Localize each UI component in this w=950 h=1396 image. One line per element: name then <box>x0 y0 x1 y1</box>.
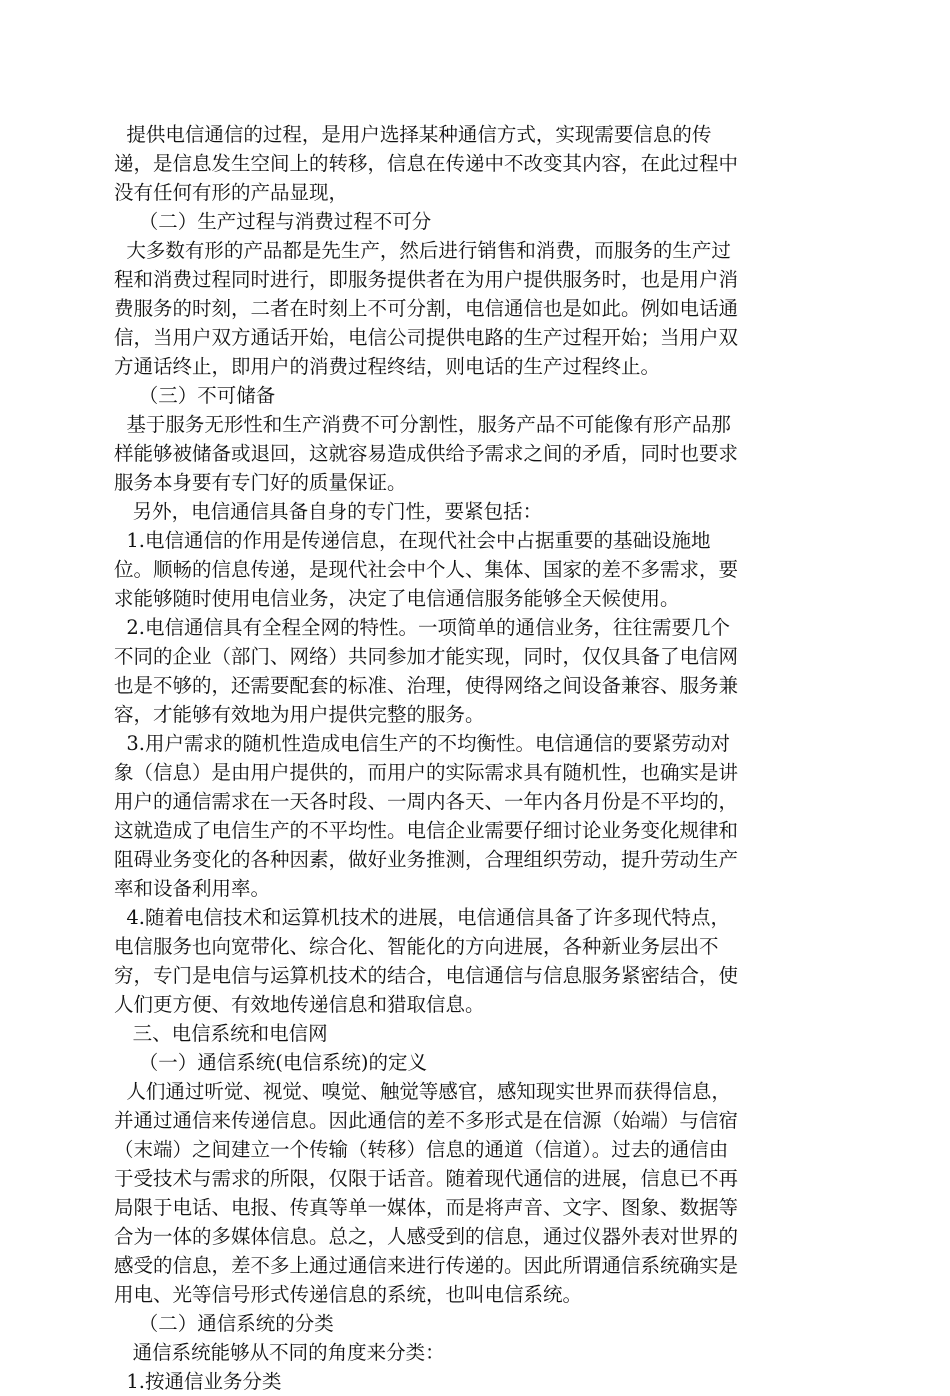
text-line: 大多数有形的产品都是先生产，然后进行销售和消费，而服务的生产过 <box>114 239 731 262</box>
text-line: 阻碍业务变化的各种因素，做好业务推测，合理组织劳动，提升劳动生产 <box>114 848 739 871</box>
text-line: 容，才能够有效地为用户提供完整的服务。 <box>114 703 485 726</box>
text-line: 并通过通信来传递信息。因此通信的差不多形式是在信源（始端）与信宿 <box>114 1109 739 1132</box>
text-line: 这就造成了电信生产的不平均性。电信企业需要仔细讨论业务变化规律和 <box>114 819 739 842</box>
text-line: （末端）之间建立一个传输（转移）信息的通道（信道）。过去的通信由 <box>114 1138 729 1161</box>
text-line: 用户的通信需求在一天各时段、一周内各天、一年内各月份是不平均的， <box>114 790 739 813</box>
text-line: 样能够被储备或退回，这就容易造成供给予需求之间的矛盾，同时也要求 <box>114 442 739 465</box>
text-line: 位。顺畅的信息传递，是现代社会中个人、集体、国家的差不多需求，要 <box>114 558 739 581</box>
document-body <box>114 120 834 1396</box>
text-line: 通信系统能够从不同的角度来分类： <box>114 1341 445 1364</box>
text-line: 穷，专门是电信与运算机技术的结合，电信通信与信息服务紧密结合，使 <box>114 964 739 987</box>
text-line: 三、电信系统和电信网 <box>114 1022 328 1045</box>
text-line: （三）不可储备 <box>114 384 276 407</box>
text-line: 基于服务无形性和生产消费不可分割性，服务产品不可能像有形产品那 <box>114 413 731 436</box>
text-line: 服务本身要有专门好的质量保证。 <box>114 471 407 494</box>
text-line: 没有任何有形的产品显现， <box>114 181 349 204</box>
text-line: 4.随着电信技术和运算机技术的进展，电信通信具备了许多现代特点， <box>114 906 731 929</box>
text-line: 递，是信息发生空间上的转移，信息在传递中不改变其内容，在此过程中 <box>114 152 739 175</box>
text-line: 用电、光等信号形式传递信息的系统，也叫电信系统。 <box>114 1283 583 1306</box>
text-line: 局限于电话、电报、传真等单一媒体，而是将声音、文字、图象、数据等 <box>114 1196 739 1219</box>
text-line: 电信服务也向宽带化、综合化、智能化的方向进展，各种新业务层出不 <box>114 935 719 958</box>
text-line: 信，当用户双方通话开始，电信公司提供电路的生产过程开始；当用户双 <box>114 326 739 349</box>
text-line: 合为一体的多媒体信息。总之，人感受到的信息，通过仪器外表对世界的 <box>114 1225 739 1248</box>
text-line: 提供电信通信的过程，是用户选择某种通信方式，实现需要信息的传 <box>114 123 712 146</box>
text-line: 求能够随时使用电信业务，决定了电信通信服务能够全天候使用。 <box>114 587 680 610</box>
text-line: 不同的企业（部门、网络）共同参加才能实现，同时，仅仅具备了电信网 <box>114 645 739 668</box>
text-line: 于受技术与需求的所限，仅限于话音。随着现代通信的进展，信息已不再 <box>114 1167 739 1190</box>
text-line: 感受的信息，差不多上通过通信来进行传递的。因此所谓通信系统确实是 <box>114 1254 739 1277</box>
text-line: 方通话终止，即用户的消费过程终结，则电话的生产过程终止。 <box>114 355 661 378</box>
text-line: （一）通信系统(电信系统)的定义 <box>114 1051 428 1074</box>
text-line: 2.电信通信具有全程全网的特性。一项简单的通信业务，往往需要几个 <box>114 616 731 639</box>
text-line: （二）通信系统的分类 <box>114 1312 334 1335</box>
text-line: 人们更方便、有效地传递信息和猎取信息。 <box>114 993 485 1016</box>
text-line: 1.电信通信的作用是传递信息，在现代社会中占据重要的基础设施地 <box>114 529 711 552</box>
text-line: 另外，电信通信具备自身的专门性，要紧包括： <box>114 500 543 523</box>
text-line: 率和设备利用率。 <box>114 877 271 900</box>
text-line: 象（信息）是由用户提供的，而用户的实际需求具有随机性，也确实是讲 <box>114 761 739 784</box>
text-line: 人们通过听觉、视觉、嗅觉、触觉等感官，感知现实世界而获得信息， <box>114 1080 731 1103</box>
text-line: 程和消费过程同时进行，即服务提供者在为用户提供服务时，也是用户消 <box>114 268 739 291</box>
text-line: 3.用户需求的随机性造成电信生产的不均衡性。电信通信的要紧劳动对 <box>114 732 731 755</box>
text-line: 也是不够的，还需要配套的标准、治理，使得网络之间设备兼容、服务兼 <box>114 674 739 697</box>
text-line: 费服务的时刻，二者在时刻上不可分割，电信通信也是如此。例如电话通 <box>114 297 739 320</box>
text-line: 1.按通信业务分类 <box>114 1370 282 1393</box>
text-line: （二）生产过程与消费过程不可分 <box>114 210 432 233</box>
